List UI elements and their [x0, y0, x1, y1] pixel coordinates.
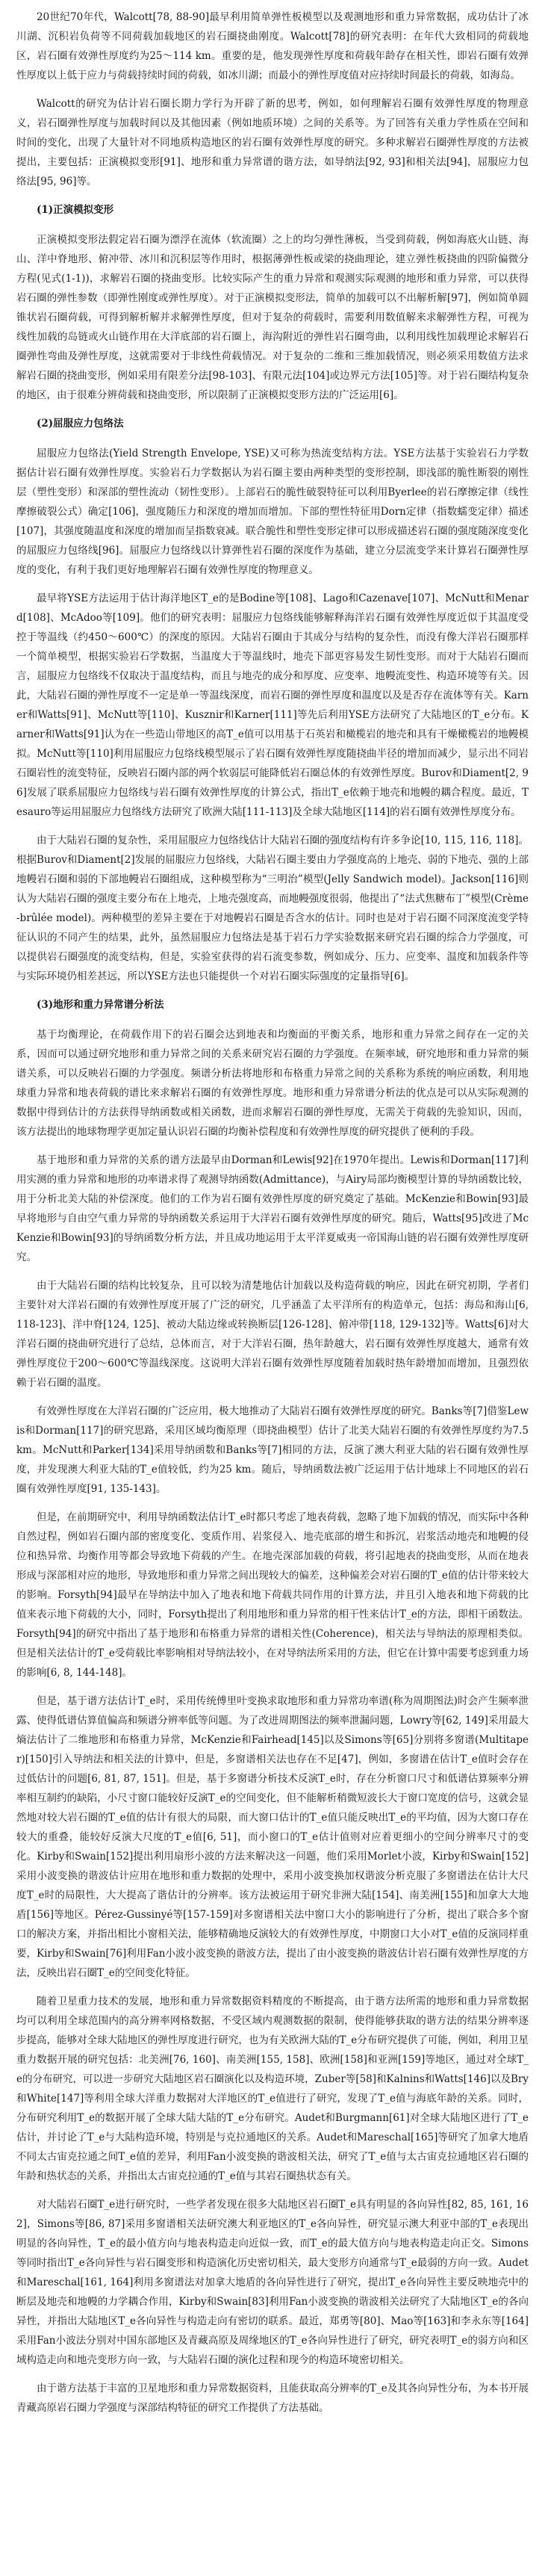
body-paragraph: 由于大陆岩石圈的结构比较复杂，且可以较为清楚地估计加载以及构造荷载的响应，因此在研究初期，学者们主要针对大洋岩石圈的有效弹性厚度开展了广泛的研究，几乎涵盖了太平洋所有的构造单元，包括：海岛和海山[6, 118-123]、洋中脊[124, 125]、被动大陆边缘或转换断层[126-128]、俯冲带[118, 129-132]等。Watts[6]对大洋岩石圈的挠曲研究进行了总结，总体而言，对于大洋岩石圈，热年龄越大，岩石圈有效弹性厚度越大，通常有效弹性厚度位于200～600℃等温线深度。这说明大洋岩石圈有效弹性厚度随着加载时热年龄增加而增加，且强烈依赖于岩石圈的温度。 — [16, 1280, 529, 1389]
body-paragraph: 由于大陆岩石圈的复杂性，采用屈服应力包络线估计大陆岩石圈的强度结构有许多争论[10, 115, 116, 118]。根据Burov和Diament[2]发展的屈服应力包络线，大陆岩石圈主要由力学强度高的上地壳、弱的下地壳、强的上部地幔岩石圈和弱的下部地幔岩石圈组成，这种模型称为“三明治”模型(Jelly Sandwich model)。Jackson[116]则认为大陆岩石圈的强度主要分布在上地壳，上地壳强度高，而地幔强度很弱，他提出了“法式焦糖布丁”模型(Crème-brûlée model)。两种模型的差异主要在于对地幔岩石圈是否含水的估计。同时也是对于岩石圈不同深度流变学特征认识的不同产生的结果，此外，虽然屈服应力包络法是基于岩石力学实验数据来研究岩石圈的综合力学强度，可以提供岩石圈强度的流变结构，但是，实验室获得的岩石流变参数，例如成分、压力、应变率、温度和加载条件等与实际环境仍相差甚远，所以YSE方法也只能提供一个对岩石圈实际强度的定量指导[6]。 — [16, 835, 529, 982]
body-paragraph: 正演模拟变形法假定岩石圈为漂浮在流体（软流圈）之上的均匀弹性薄板，当受到荷载，例如海底火山链、海山、洋中脊地形、俯冲带、冰川和沉积层等作用时，根据薄弹性板或梁的挠曲理论，建立弹性板挠曲的四阶偏微分方程(见式(1-1))，求解岩石圈的挠曲变形。比较实际产生的重力异常和观测实际观测的地形和重力异常，可以获得岩石圈的弹性参数（即弹性刚度或弹性厚度）。对于正演模拟变形法，简单的加载可以不出解析解[97]，例如简单圆锥状岩石圈荷载，可得到解析解并求解弹性厚度，但对于复杂的荷载时，需要利用数值解来求解弹性方程，可视为线性加载的岛链或火山链作用在大洋底部的岩石圈上，海沟附近的弹性岩石圈弯曲，以利用线性加载理论求解岩石圈弹性弯曲及弹性厚度，这就需要对于非线性荷载情况。对于复杂的二维和三维加载情况，则必须采用数值方法求解岩石圈的挠曲变形，例如采用有限差分法[98-103]、有限元法[104]或边界元方法[105]等。对于岩石圈结构复杂的地区，由于很难分辨荷载和挠曲变形，所以限制了正演模拟变形方法的广泛运用[6]。 — [16, 234, 529, 401]
section-heading: (3)地形和重力异常谱分析法 — [37, 999, 164, 1011]
section-heading: (1)正演模拟变形 — [37, 204, 114, 216]
body-paragraph: Walcott的研究为估计岩石圈长期力学行为开辟了新的思考，例如，如何理解岩石圈有效弹性厚度的物理意义，岩石圈弹性厚度与加载时间以及其他因素（例如地质环境）之间的关系等。为了回答有关重力学性质在空间和时间的变化，出现了大量针对不同地质构造地区的岩石圈有效弹性厚度的研究。多种求解岩石圈弹性厚度的方法被提出，主要包括：正演模拟变形[91]、地形和重力异常谱的谐方法，如导纳法[92, 93]和相关法[94]，屈服应力包络法[95, 96]等。 — [16, 98, 529, 188]
body-paragraph: 但是，在前期研究中，利用导纳函数法估计T_e时都只考虑了地表荷载，忽略了地下加载的情况，而实际中各种自然过程，例如岩石圈内部的密度变化、变质作用、岩浆侵入、地壳底部的增生和拆沉，岩浆活动地壳和地幔的侵位和热异常、均衡作用等都会导致地下荷载的产生。在地壳深部加载的荷载，将引起地表的挠曲变形，从而在地表形成与深部相对应的地形，导致地形和重力异常之间出现较大的偏差，这种偏差会对岩石圈的T_e值的估计带来较大的影响。Forsyth[94]最早在导纳法中加入了地表和地下荷载共同作用的计算方法，并且引入地表和地下荷载的比值来表示地下荷载的大小，同时，Forsyth提出了利用地形和重力异常的相干性来估计T_e的方法，即相干函数法。Forsyth[94]的研究中指出了基于地形和布格重力异常的谱相关性(Coherence)，相关法与导纳法的原理相类似。但是相关法估计的T_e受荷载比率影响相对导纳法较小，在对导纳法所采用的方法，但它在计算中需要考虑到重力场的影响[6, 8, 144-148]。 — [16, 1511, 529, 1679]
body-paragraph: 基于均衡理论，在荷载作用下的岩石圈会达到地表和均衡面的平衡关系，地形和重力异常之间存在一定的关系，因而可以通过研究地形和重力异常之间的关系来研究岩石圈的力学强度。在频率域，研究地形和重力异常的频谱关系，可以反映岩石圈的力学强度。频谱分析法将地形和布格重力异常之间的关系称为系统的响应函数，利用地球重力异常和地表荷载的谱比来求解岩石圈的有效弹性厚度。地形和重力异常谱分析法的优点是可以从实际观测的数据中得到估计的方法获得导纳函数或相关函数，进而求解岩石圈的弹性厚度，无需关于荷载的先验知识，因而，该方法提出的地球物理学更加定量认识岩石圈的均衡补偿程度和有效弹性厚度的研究提供了便利的手段。 — [16, 1029, 529, 1138]
body-paragraph: 由于谐方法基于丰富的卫星地形和重力异常数据资料，且能获取高分辨率的T_e及其各向异性分布，为本书开展青藏高原岩石圈力学强度与深部结构特征的研究工作提供了方法基础。 — [16, 2383, 529, 2414]
body-paragraph: 最早将YSE方法运用于估计海洋地区T_e的是Bodine等[108]、Lago和Cazenave[107]、McNutt和Menard[108]、McAdoo等[109]。他们的研究表明：屈服应力包络线能够解释海洋岩石圈有效弹性厚度近似于其温度受控于等温线（约450～600℃）的深度的原因。大陆岩石圈由于其成分与结构的复杂性，而没有像大洋岩石圈那样一个简单模型，根据实验岩石学数据，当温度大于等温线时，地壳下部更容易发生韧性变形。而对于大陆岩石圈而言，屈服应力包络线不仅取决于温度结构，而且与地壳的成分和厚度、应变率、地幔流变性、构造环境等有关。因此，大陆岩石圈的弹性厚度不一定是单一等温线深度，而岩石圈的弹性厚度和温度以及是否存在流体等有关。Karner和Watts[91]、McNutt等[110]、Kusznir和Karner[111]等先后利用YSE方法研究了大陆地区的T_e分布。Karner和Watts[91]认为在一些造山带地区的高T_e值可以用基于石英岩和橄榄岩的地壳和具有干燥橄榄岩的地幔模拟。McNutt等[110]利用屈服应力包络线模型展示了岩石圈有效弹性厚度随挠曲半径的增加而减少，显示出不同岩石圈岩性的流变特征，反映岩石圈内部的两个软弱层可能降低岩石圈总体的有效弹性厚度。Burov和Diament[2, 96]发展了联系屈服应力包络线与岩石圈有效弹性厚度的计算公式，指出T_e依赖于地壳和地幔的耦合程度。最近，Tesauro等运用屈服应力包络线方法研究了欧洲大陆[111-113]及全球大陆地区[114]的岩石圈有效弹性厚度分布。 — [16, 592, 529, 818]
body-paragraph: 随着卫星重力技术的发展，地形和重力异常数据资料精度的不断提高，由于谐方法所需的地形和重力异常数据均可以利用全球范围内的高分辨率网格数据，不受区域内观测数据的限制，使得能够获取的谐方法的结果分辨率逐步提高，能够对全球大陆地区的弹性厚度进行研究，也为有关欧洲大陆的T_e分布研究提供了可能，例如，利用卫星重力数据开展的研究包括：北美洲[76, 160]、南美洲[155, 158]、欧洲[158]和亚洲[159]等地区，通过对全球T_e的分布研究，可以进一步研究大陆地区岩石圈演化以及构造环境，Zuber等[58]和Kalnins和Watts[146]以及Bry和White[147]等利用全球大洋重力数据对大洋地区的T_e值进行了研究，发现了T_e值与海底年龄的关系。同时，分布研究利用T_e的数据开展了全球大陆大陆的T_e分布研究。Audet和Burgmann[61]对全球大陆地区进行了T_e估计，并讨论了T_e与大陆构造环境，特别是与克拉通地区的关系。Audet和Mareschal[165]等研究了加拿大地盾不同太古宙克拉通之间T_e值的差异，利用Fan小波变换的谐波相关法，研究了T_e值与太古宙克拉通地区岩石圈的年龄和热状态的关系，并指出太古宙克拉通的T_e值与其岩石圈热状态有关。 — [16, 1996, 529, 2182]
section-heading: (2)屈服应力包络法 — [37, 418, 124, 430]
body-paragraph: 20世纪70年代，Walcott[78, 88-90]最早利用简单弹性板模型以及观测地形和重力异常数据，成功估计了冰川湖、沉积岩负荷等不同荷载加载地区的岩石圈挠曲刚度。Walcott[78]的研究表明：在年代大致相同的荷载地区，岩石圈有效弹性厚度约为25～114 km。重要的是，他发现弹性厚度和荷载年龄存在相关性，即岩石圈有效弹性厚度以上低于应力与荷载持续时间的荷载，如冰川湖；而最小的弹性厚度值对应持续时间最长的荷载，如海岛。 — [16, 11, 529, 81]
body-paragraph: 屈服应力包络法(Yield Strength Envelope, YSE)又可称为热流变结构方法。YSE方法基于实验岩石力学数据估计岩石圈有效弹性厚度。实验岩石力学数据认为岩石圈主要由两种类型的变形控制，即浅部的脆性断裂的刚性层（塑性变形）和深部的塑性流动（韧性变形）。上部岩石的脆性破裂特征可以利用Byerlee的岩石摩擦定律（线性摩擦破裂公式）确定[106]，强度随压力和深度的增加而增加。下部的塑性特征用Dorn定律（指数蠕变定律）描述[107]，其强度随温度和深度的增加而呈指数衰减。联合脆性和塑性变形定律可以形成描述岩石圈的强度随深度变化的屈服应力包络线[96]。屈服应力包络线以计算弹性岩石圈的深度作为基础，建立分层流变学来计算岩石圈弹性厚度的变化，有利于我们更好地理解岩石圈有效弹性厚度的物理意义。 — [16, 448, 529, 576]
body-paragraph: 对大陆岩石圈T_e进行研究时，一些学者发现在很多大陆地区岩石圈T_e具有明显的各向异性[82, 85, 161, 162]，Simons等[86, 87]采用多窗谱相关法研究澳大利亚地区的T_e各向异性，研究显示澳大利亚中部的T_e表现出明显的各向异性，T_e的最小值方向与地表构造走向近似一致，而T_e的最大值方向与地表构造走向正交。Simons等同时指出T_e各向异性与岩石圈变形和构造演化历史密切相关，最大变形方向通常与T_e最弱的方向一致。Audet和Mareschal[161, 164]利用多窗谱法对加拿大地盾的各向异性进行了研究，提出T_e各向异性主要反映地壳中的断层及地壳和地幔的力学耦合作用，Kirby和Swain[83]利用Fan小波变换的谐波相关法研究了大陆地区T_e的各向异性，并指出大陆地区T_e各向异性与构造走向有密切的联系。最近，郑勇等[80]、Mao等[163]和李永东等[164]采用Fan小波法分别对中国东部地区及青藏高原及周缘地区的T_e各向异性进行了研究，研究表明T_e的弱方向和区域构造走向和地壳变形方向一致，与大陆岩石圈的演化过程和现今的构造环境密切相关。 — [16, 2199, 529, 2366]
body-paragraph: 但是，基于谱方法估计T_e时，采用传统傅里叶变换求取地形和重力异常功率谱(称为周期图法)时会产生频率泄露、使得低谱估算值偏高和频谱分辨率低等问题。为了改进周期图法的频率泄漏问题，Lowry等[62, 149]采用最大熵法估计了二维地形和布格重力异常，McKenzie和Fairhead[145]以及Simons等[65]分别将多窗谱(Multitaper)[150]引入导纳法和相关法的计算中，但是，多窗谱相关法也存在不足[47]，例如，多窗谱在估计T_e值时会存在过低估计的问题[6, 81, 87, 151]。但是，基于多窗谱分析技术反演T_e时，存在分析窗口尺寸和低谱估算频率分辨率相互制约的缺陷，小尺寸窗口能较好反演T_e的空间变化，但不能解析稍微短波长大于窗口宽度的信号，这就会显然地对较大岩石圈的T_e值的估计有很大的局限，而大窗口估计的T_e值只能反映出T_e的平均值，因为大窗口存在较大的重叠，能较好反演大尺度的T_e值[6, 51]，而小窗口的T_e估计值则对应着更细小的空间分辨率尺寸的变化。Kirby和Swain[152]提出利用扇形小波的方法来解决这一问题，他们采用Morlet小波，Kirby和Swain[152]采用小波变换的谐波估计应用在地形和重力数据的处理中，采用小波变换加权谐波分析克服了多窗谱法在估计大尺度T_e时的局限性，大大提高了谐估计的分辨率。该方法被运用于研究非洲大陆[154]、南美洲[155]和加拿大大地盾[156]等地区。Pérez-Gussinyé等[157-159]对多窗谱相关法中窗口大小的影响进行了分析，提出了联合多个窗口的解决方案，并指出相比小窗相关法，能够精确地反演较大的有效弹性厚度，中期窗口大小对T_e值的反演同样重要，Kirby和Swain[76]利用Fan小波小波变换的谐波方法，提出了由小波变换的谐波估计岩石圈有效弹性厚度的方法，反映出岩石圈T_e的空间变化特征。 — [16, 1695, 529, 1979]
body-paragraph: 有效弹性厚度在大洋岩石圈的广泛应用，极大地推动了大陆岩石圈有效弹性厚度的研究。Banks等[7]借鉴Lewis和Dorman[117]的研究思路，采用区域均衡原理（即挠曲模型）估计了北美大陆岩石圈的有效弹性厚度约为7.5 km。McNutt和Parker[134]采用导纳函数和Banks等[7]相同的方法，反演了澳大利亚大陆的岩石圈有效弹性厚度，并发现澳大利亚大陆的T_e值较低，约为25 km。随后，导纳函数法被广泛运用于估计地球上不同地区的岩石圈有效弹性厚度[91, 135-143]。 — [16, 1405, 529, 1495]
body-paragraph: 基于地形和重力异常的关系的谱方法最早由Dorman和Lewis[92]在1970年提出。Lewis和Dorman[117]利用实测的重力异常和地形的功率谱求得了观测导纳函数(Admittance)，与Airy局部均衡模型计算的导纳函数比较，用于分析北美大陆的补偿深度。他们的工作为岩石圈有效弹性厚度的研究奠定了基础。McKenzie和Bowin[93]最早将地形与自由空气重力异常的导纳函数关系运用于大洋岩石圈有效弹性厚度的研究。随后，Watts[95]改进了McKenzie和Bowin[93]的导纳函数分析方法，并且成功地运用于太平洋夏威夷一帝国海山链的岩石圈有效弹性厚度研究。 — [16, 1154, 529, 1263]
